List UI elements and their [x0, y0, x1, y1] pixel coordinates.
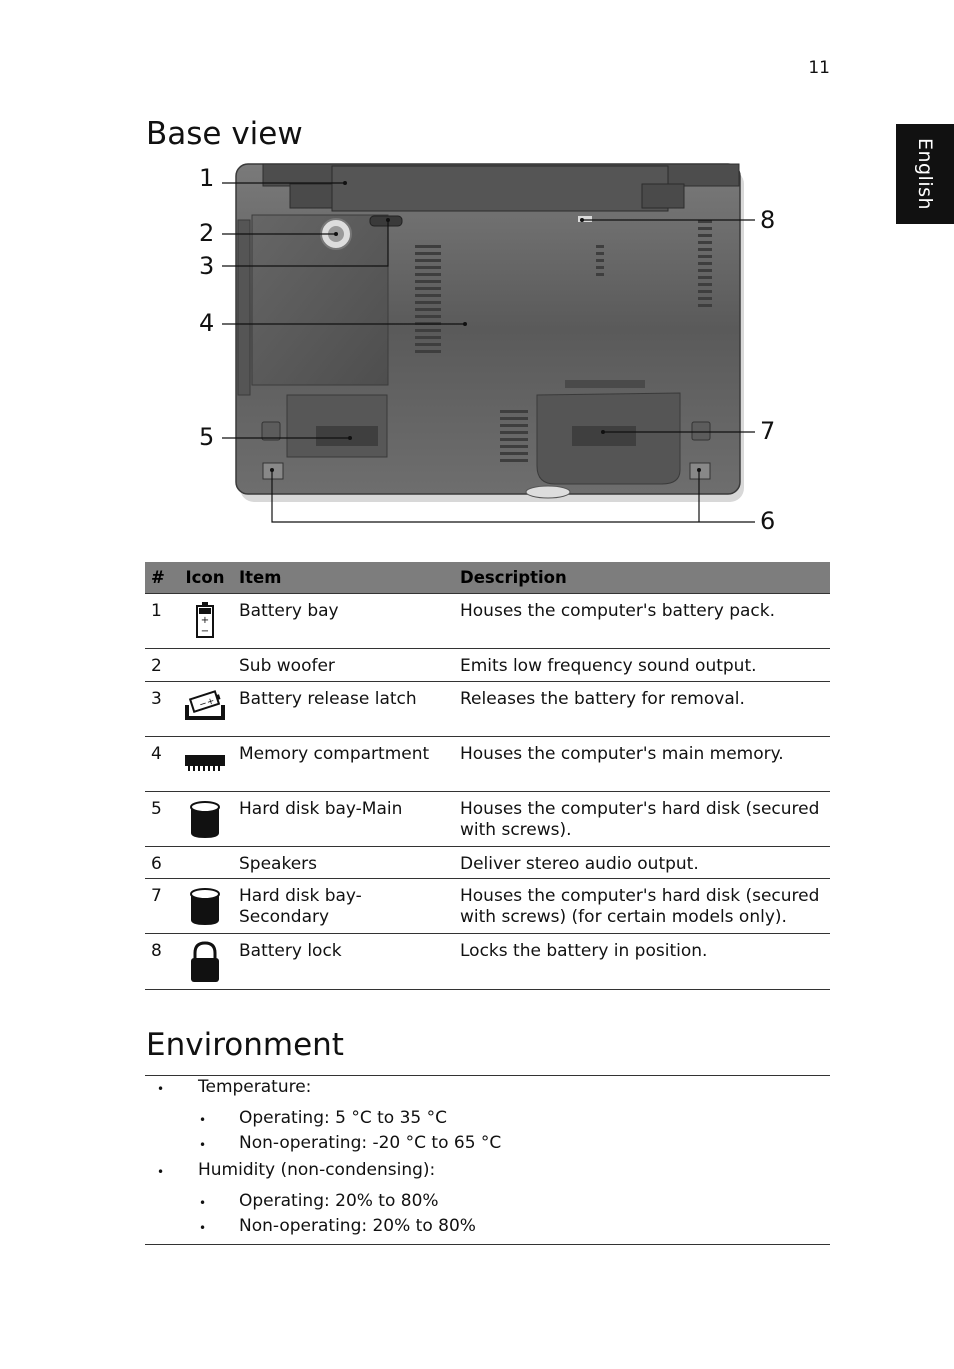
memory-icon: [184, 744, 226, 774]
callout-5: 5: [199, 423, 215, 451]
list-item: Non-operating: -20 °C to 65 °C: [239, 1133, 502, 1153]
table-row: [145, 934, 830, 990]
release-latch: [370, 216, 402, 226]
row-num: 4: [145, 737, 177, 792]
hard-disk-icon: [189, 799, 221, 839]
temperature-label: Temperature:: [198, 1077, 312, 1097]
bullet-icon: •: [157, 1165, 165, 1179]
row-description: Releases the battery for removal.: [454, 682, 830, 737]
svg-text:−: −: [200, 626, 210, 637]
callout-8: 8: [760, 206, 776, 234]
battery-bay: [332, 166, 668, 211]
table-row: [145, 682, 830, 737]
row-num: 1: [145, 594, 177, 649]
svg-text:−: −: [198, 698, 209, 711]
lock-icon: [189, 941, 221, 983]
list-item: Non-operating: 20% to 80%: [239, 1216, 476, 1236]
page-number: 11: [808, 58, 830, 78]
row-description: Houses the computer's battery pack.: [454, 594, 830, 649]
foot-right-top: [692, 422, 710, 440]
lock-slider: [578, 216, 592, 222]
callout-3: 3: [199, 252, 215, 280]
bullet-icon: •: [199, 1196, 207, 1210]
table-row: [145, 737, 830, 792]
row-num: 8: [145, 934, 177, 990]
language-tab-label: English: [914, 137, 936, 211]
header-description: Description: [454, 562, 830, 594]
svg-text:+: +: [200, 615, 210, 626]
grille-top: [565, 380, 645, 388]
callout-4: 4: [199, 309, 215, 337]
laptop-base-diagram: [0, 0, 954, 560]
row-description: Houses the computer's hard disk (secured with screws).: [454, 792, 830, 847]
environment-box: [145, 1075, 830, 1245]
row-item: Sub woofer: [233, 649, 454, 682]
front-notch: [526, 486, 570, 498]
table-header-row: [145, 562, 830, 594]
row-num: 3: [145, 682, 177, 737]
row-description: Deliver stereo audio output.: [454, 847, 830, 879]
header-num: #: [145, 562, 177, 594]
table-row: [145, 879, 830, 934]
row-num: 5: [145, 792, 177, 847]
header-item: Item: [233, 562, 454, 594]
row-description: Houses the computer's main memory.: [454, 737, 830, 792]
speaker-grille-right: [572, 426, 636, 446]
list-item: Operating: 20% to 80%: [239, 1191, 439, 1211]
hard-disk-icon: [189, 886, 221, 926]
speaker-grille-left: [316, 426, 378, 446]
row-item: Speakers: [233, 847, 454, 879]
row-item: Hard disk bay-Secondary: [233, 879, 454, 934]
row-item: Battery lock: [233, 934, 454, 990]
row-num: 2: [145, 649, 177, 682]
list-item: Operating: 5 °C to 35 °C: [239, 1108, 447, 1128]
memory-compartment: [252, 215, 388, 385]
bullet-icon: •: [199, 1138, 207, 1152]
row-num: 6: [145, 847, 177, 879]
row-item: Hard disk bay-Main: [233, 792, 454, 847]
row-item: Battery release latch: [233, 682, 454, 737]
base-view-title: Base view: [146, 116, 303, 152]
header-icon: Icon: [177, 562, 233, 594]
humidity-label: Humidity (non-condensing):: [198, 1160, 436, 1180]
environment-title: Environment: [146, 1027, 344, 1063]
callout-6: 6: [760, 507, 776, 535]
callout-1: 1: [199, 164, 215, 192]
row-item: Battery bay: [233, 594, 454, 649]
table-row: [145, 847, 830, 879]
table-row: [145, 649, 830, 682]
row-description: Houses the computer's hard disk (secured with screws) (for certain models only).: [454, 879, 830, 934]
bullet-icon: •: [157, 1082, 165, 1096]
row-description: Locks the battery in position.: [454, 934, 830, 990]
bullet-icon: •: [199, 1113, 207, 1127]
left-side-edge: [238, 220, 250, 395]
foot-left-top: [262, 422, 280, 440]
table-row: [145, 792, 830, 847]
callout-7: 7: [760, 417, 776, 445]
svg-text:+: +: [205, 696, 216, 709]
row-item: Memory compartment: [233, 737, 454, 792]
row-num: 7: [145, 879, 177, 934]
battery-release-icon: [183, 689, 227, 723]
row-description: Emits low frequency sound output.: [454, 649, 830, 682]
table-row: [145, 594, 830, 649]
components-table: [145, 562, 830, 990]
callout-2: 2: [199, 219, 215, 247]
battery-icon: [195, 601, 215, 639]
bullet-icon: •: [199, 1221, 207, 1235]
